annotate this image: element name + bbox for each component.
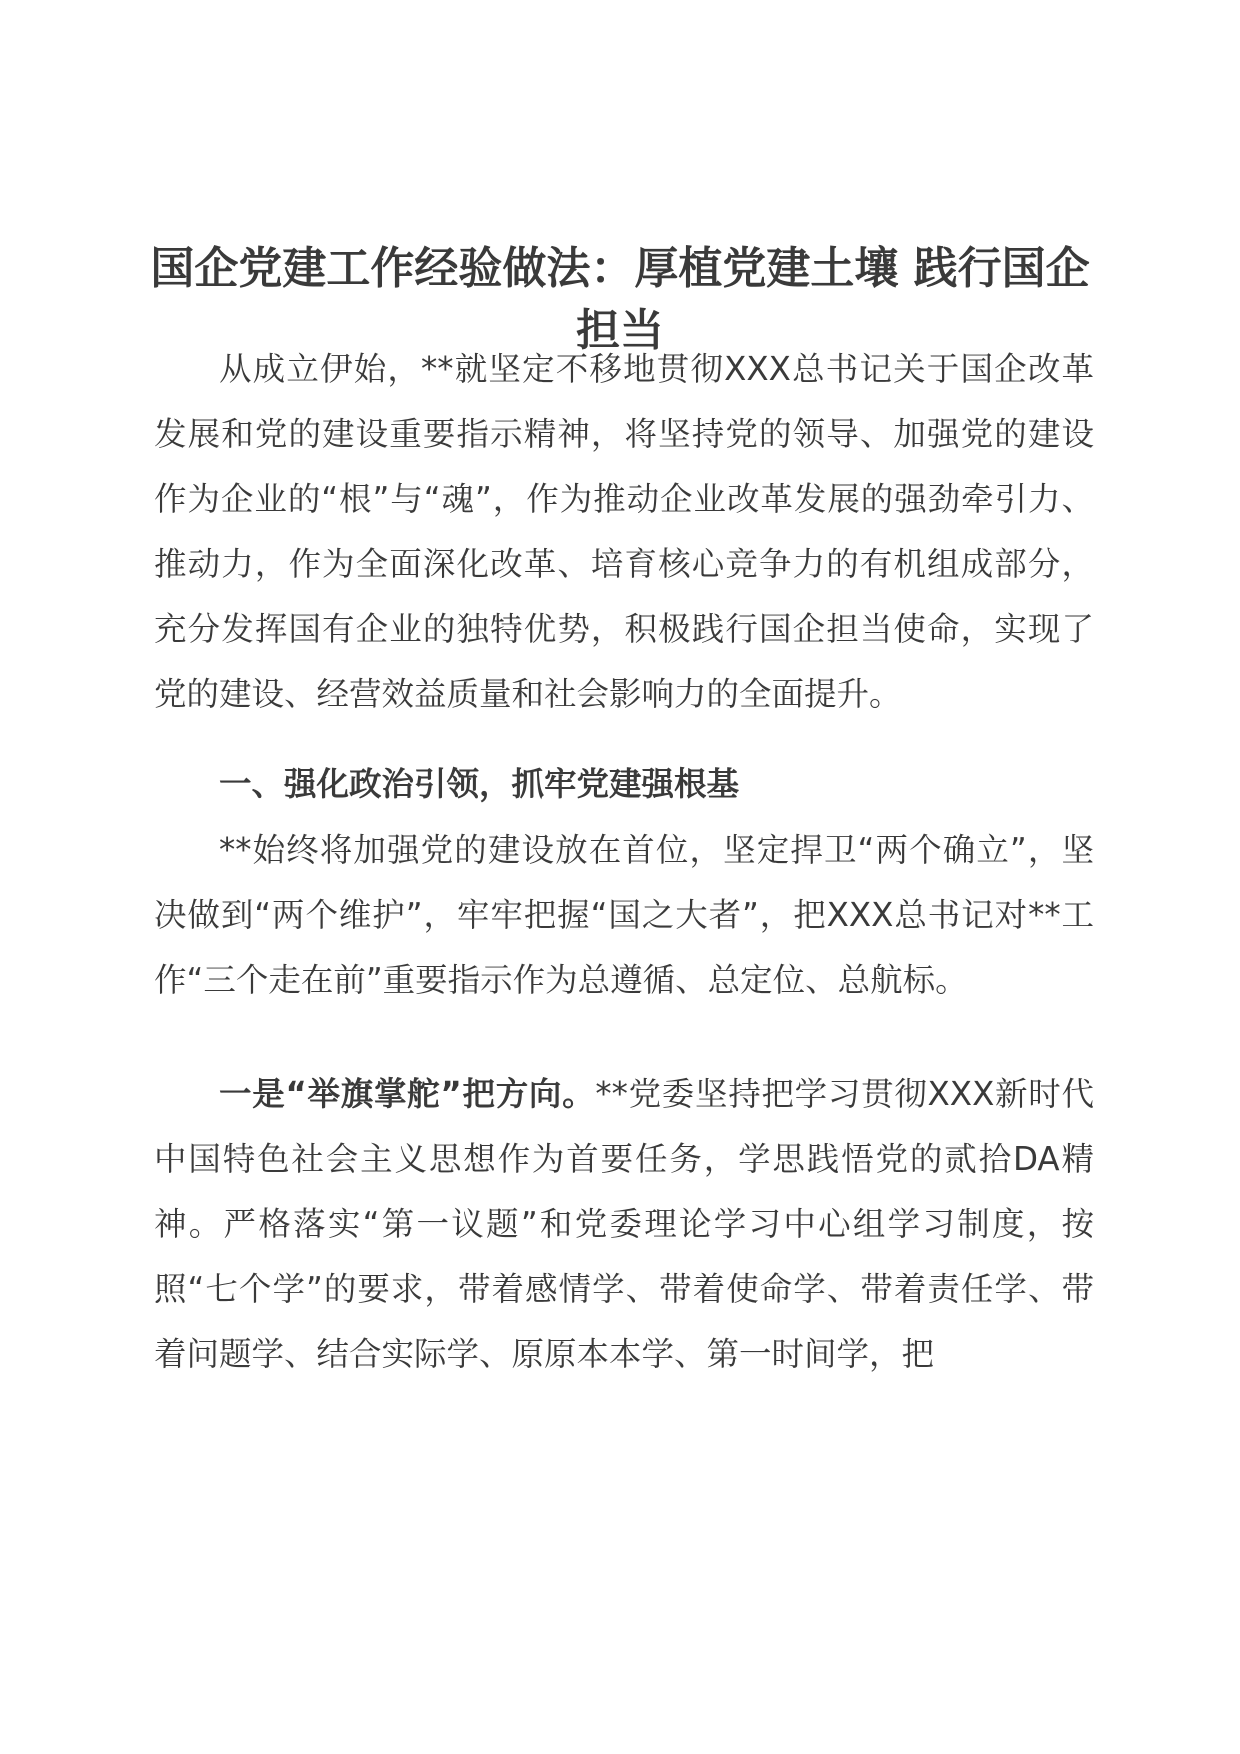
section-1-paragraph: **始终将加强党的建设放在首位，坚定捍卫“两个确立”，坚决做到“两个维护”，牢牢把握“国之大者”，把XXX总书记对**工作“三个走在前”重要指示作为总遵循、总定位、总航标。: [154, 831, 1094, 999]
point-1-body: **党委坚持把学习贯彻XXX新时代中国特色社会主义思想作为首要任务，学思践悟党的贰拾DA精神。严格落实“第一议题”和党委理论学习中心组学习制度，按照“七个学”的要求，带着感情学、带着使命学、带着责任学、带着问题学、结合实际学、原原本本学、第一时间学，把: [154, 1075, 1094, 1373]
section-1-heading: 一、强化政治引领，抓牢党建强根基: [219, 765, 740, 803]
point-1-lead: 一是“举旗掌舵”把方向。: [219, 1075, 596, 1113]
point-1-paragraph: [154, 1062, 1094, 1387]
document-title: 国企党建工作经验做法：厚植党建土壤 践行国企担当: [150, 243, 1090, 356]
intro-paragraph: 从成立伊始，**就坚定不移地贯彻XXX总书记关于国企改革发展和党的建设重要指示精神，将坚持党的领导、加强党的建设作为企业的“根”与“魂”，作为推动企业改革发展的强劲牵引力、推动力，作为全面深化改革、培育核心竞争力的有机组成部分，充分发挥国有企业的独特优势，积极践行国企担当使命，实现了党的建设、经营效益质量和社会影响力的全面提升。: [154, 350, 1094, 713]
